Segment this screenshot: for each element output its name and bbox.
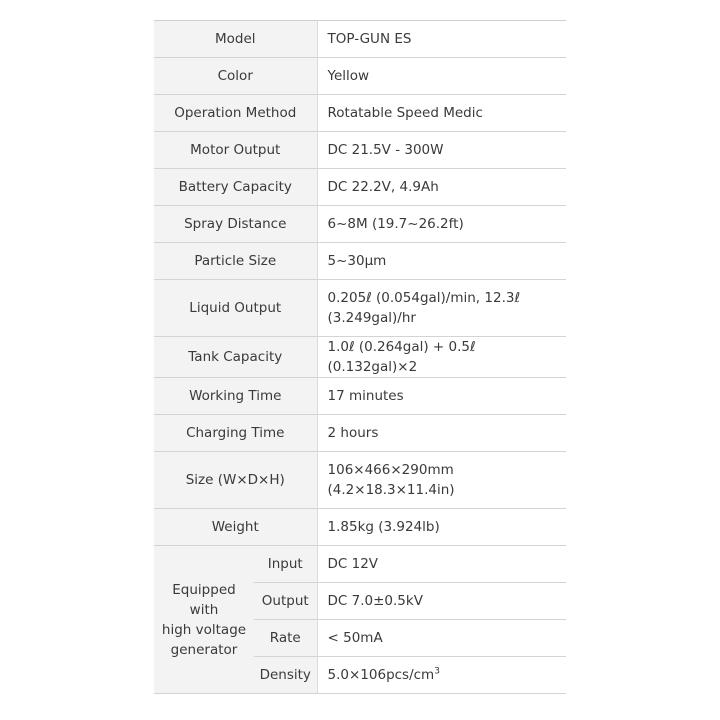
- generator-sub-label: Output: [254, 583, 317, 620]
- spec-row-tank-capacity: [154, 337, 566, 378]
- spec-label: Working Time: [154, 378, 317, 415]
- spec-row-working-time: [154, 378, 566, 415]
- generator-label-line: generator: [170, 641, 238, 658]
- spec-label: Color: [154, 58, 317, 95]
- spec-label: Liquid Output: [154, 280, 317, 337]
- spec-value: Rotatable Speed Medic: [317, 95, 566, 132]
- spec-label: Charging Time: [154, 415, 317, 452]
- spec-value: 1.0ℓ (0.264gal) + 0.5ℓ (0.132gal)×2: [317, 337, 566, 378]
- spec-label: Model: [154, 21, 317, 58]
- generator-label-line: Equipped: [172, 581, 236, 598]
- spec-label: Battery Capacity: [154, 169, 317, 206]
- spec-value: 2 hours: [317, 415, 566, 452]
- generator-value: DC 12V: [317, 546, 566, 583]
- spec-label: Size (W×D×H): [154, 452, 317, 509]
- spec-label: Tank Capacity: [154, 337, 317, 378]
- spec-value-line: (4.2×18.3×11.4in): [327, 482, 455, 498]
- generator-label-line: with: [189, 601, 219, 618]
- generator-value-text: 5.0×106pcs/cm: [327, 667, 435, 683]
- spec-row-particle-size: [154, 243, 566, 280]
- spec-label: Operation Method: [154, 95, 317, 132]
- spec-label: Spray Distance: [154, 206, 317, 243]
- spec-row-weight: [154, 509, 566, 546]
- generator-sub-label: Density: [254, 657, 317, 694]
- spec-value-line: (3.249gal)/hr: [327, 310, 416, 326]
- spec-value-line: 106×466×290mm: [327, 462, 454, 478]
- spec-row-battery-capacity: [154, 169, 566, 206]
- spec-value: DC 21.5V - 300W: [317, 132, 566, 169]
- generator-sub-label: Input: [254, 546, 317, 583]
- spec-row-model: [154, 21, 566, 58]
- generator-sub-label: Rate: [254, 620, 317, 657]
- spec-table: [154, 20, 566, 694]
- spec-row-color: [154, 58, 566, 95]
- spec-value: 17 minutes: [317, 378, 566, 415]
- generator-value: < 50mA: [317, 620, 566, 657]
- spec-value: TOP-GUN ES: [317, 21, 566, 58]
- spec-label: Motor Output: [154, 132, 317, 169]
- spec-row-motor-output: [154, 132, 566, 169]
- spec-value: 6~8M (19.7~26.2ft): [317, 206, 566, 243]
- spec-value: DC 22.2V, 4.9Ah: [317, 169, 566, 206]
- spec-row-spray-distance: [154, 206, 566, 243]
- spec-label: Weight: [154, 509, 317, 546]
- generator-value: DC 7.0±0.5kV: [317, 583, 566, 620]
- spec-row-charging-time: [154, 415, 566, 452]
- spec-label: Particle Size: [154, 243, 317, 280]
- spec-row-liquid-output: [154, 280, 566, 337]
- spec-row-generator-input: [154, 546, 566, 583]
- spec-value: 1.85kg (3.924lb): [317, 509, 566, 546]
- spec-value: [317, 452, 566, 509]
- spec-value-line: 0.205ℓ (0.054gal)/min, 12.3ℓ: [327, 290, 521, 306]
- spec-value: 5~30μm: [317, 243, 566, 280]
- spec-value: Yellow: [317, 58, 566, 95]
- spec-row-operation-method: [154, 95, 566, 132]
- generator-value: [317, 657, 566, 694]
- superscript: 3: [434, 666, 440, 677]
- generator-group-label: [154, 546, 254, 694]
- generator-label-line: high voltage: [161, 621, 247, 638]
- spec-value: [317, 280, 566, 337]
- spec-row-size: [154, 452, 566, 509]
